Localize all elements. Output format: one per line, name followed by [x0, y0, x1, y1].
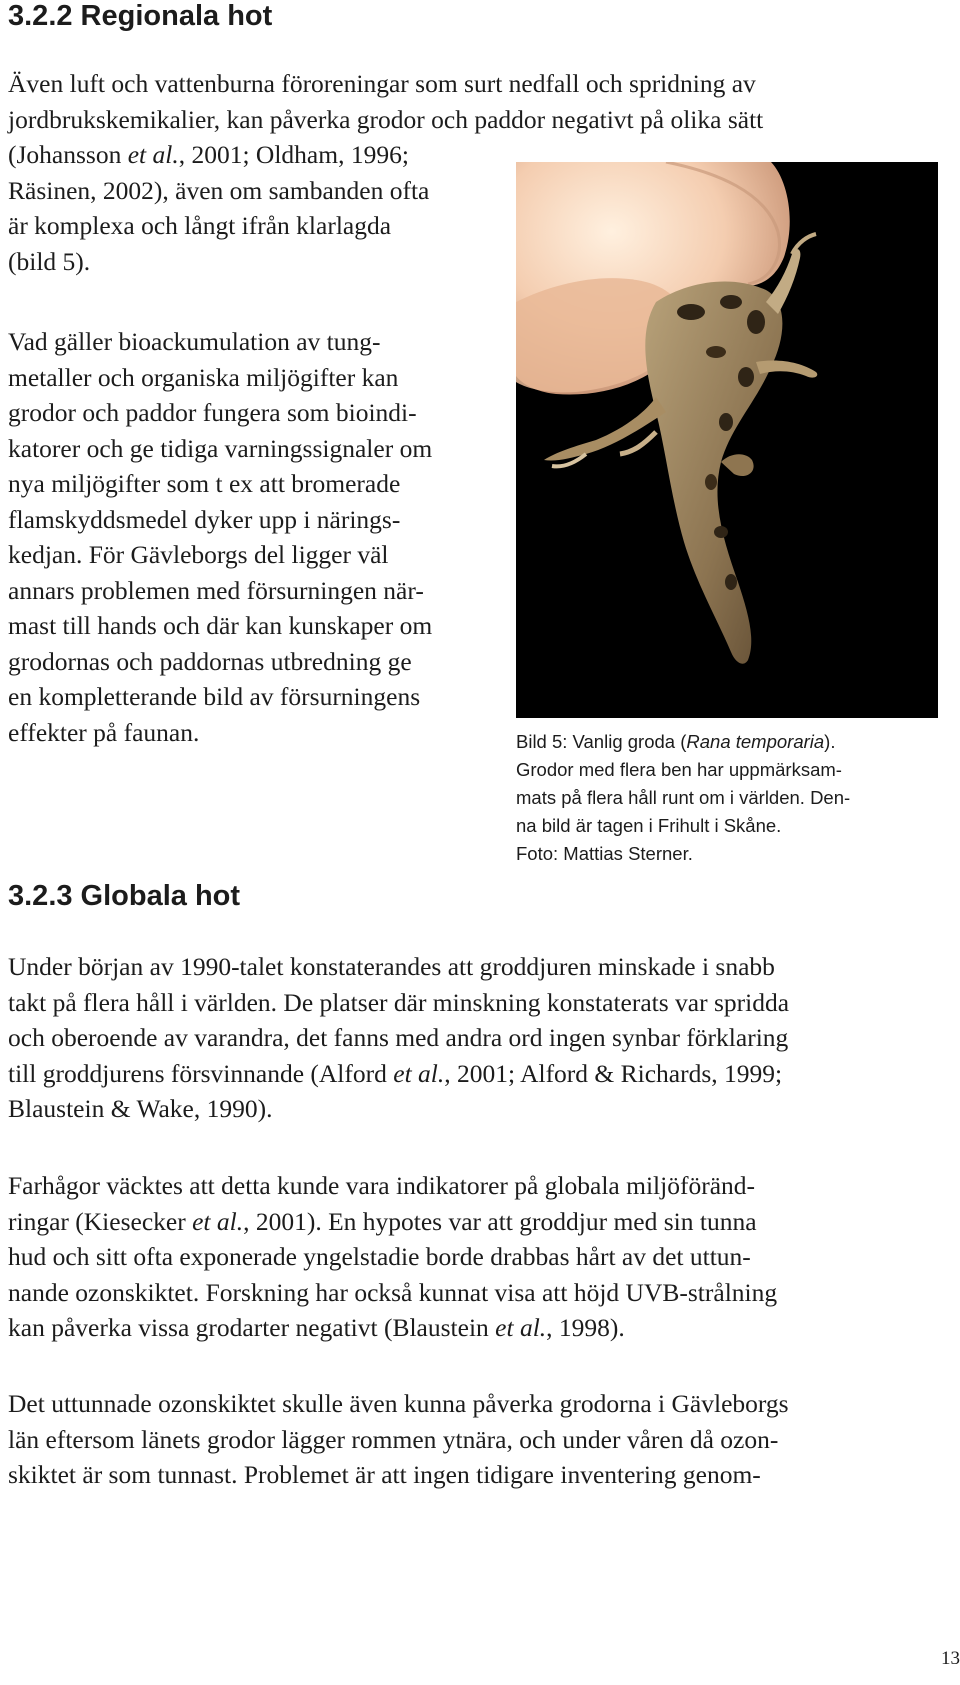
section-heading-regional: 3.2.2 Regionala hot	[8, 0, 273, 32]
paragraph-regional-1: Även luft och vattenburna föroreningar som surt nedfall och spridning av jordbrukskemikalier, kan påverka grodor och paddor negativt på olika sätt (Johansson et al., 2001; Oldham, 1996; Räsinen, 2002), även om sambanden ofta är komplexa och långt ifrån klarlagda (bild 5).	[8, 69, 764, 276]
frog-photo	[516, 162, 938, 718]
paragraph-global-2: Farhågor väcktes att detta kunde vara indikatorer på globala miljöföränd- ringar (Kiesecker et al., 2001). En hypotes var att groddjur med sin tunna hud och sitt ofta exponerade yngelstadie borde drabbas hårt av det uttun- nande ozonskiktet. Forskning har också kunnat visa att höjd UVB-strålning kan påverka vissa grodarter negativt (Blaustein et al., 1998).	[8, 1171, 778, 1342]
photo-caption: Bild 5: Vanlig groda (Rana temporaria). Grodor med flera ben har uppmärksam- mats på flera håll runt om i världen. Den- na bild är tagen i Frihult i Skåne. Foto: Mattias Sterner.	[516, 731, 851, 864]
section-heading-global: 3.2.3 Globala hot	[8, 880, 241, 912]
paragraph-regional-2: Vad gäller bioackumulation av tung- metaller och organiska miljögifter kan grodor och paddor fungera som bioindi- katorer och ge tidiga varningssignaler om nya miljögifter som t ex att bromerade flamskyddsmedel dyker upp i närings- kedjan. För Gävleborgs del ligger väl annars problemen med försurningen när- mast till hands och där kan kunskaper om grodornas och paddornas utbredning ge en kompletterande bild av försurningens effekter på faunan.	[8, 327, 433, 747]
page-number: 13	[941, 1648, 960, 1669]
paragraph-global-3: Det uttunnade ozonskiktet skulle även kunna påverka grodorna i Gävleborgs län eftersom länets grodor lägger rommen ytnära, och under våren då ozon- skiktet är som tunnast. Problemet är att ingen tidigare inventering genom-	[8, 1389, 789, 1489]
frog-photo-illustration	[516, 162, 938, 718]
paragraph-global-1: Under början av 1990-talet konstaterandes att groddjuren minskade i snabb takt på flera håll i världen. De platser där minskning konstaterats var spridda och oberoende av varandra, det fanns med andra ord ingen synbar förklaring till groddjurens försvinnande (Alford et al., 2001; Alford & Richards, 1999; Blaustein & Wake, 1990).	[8, 952, 790, 1123]
